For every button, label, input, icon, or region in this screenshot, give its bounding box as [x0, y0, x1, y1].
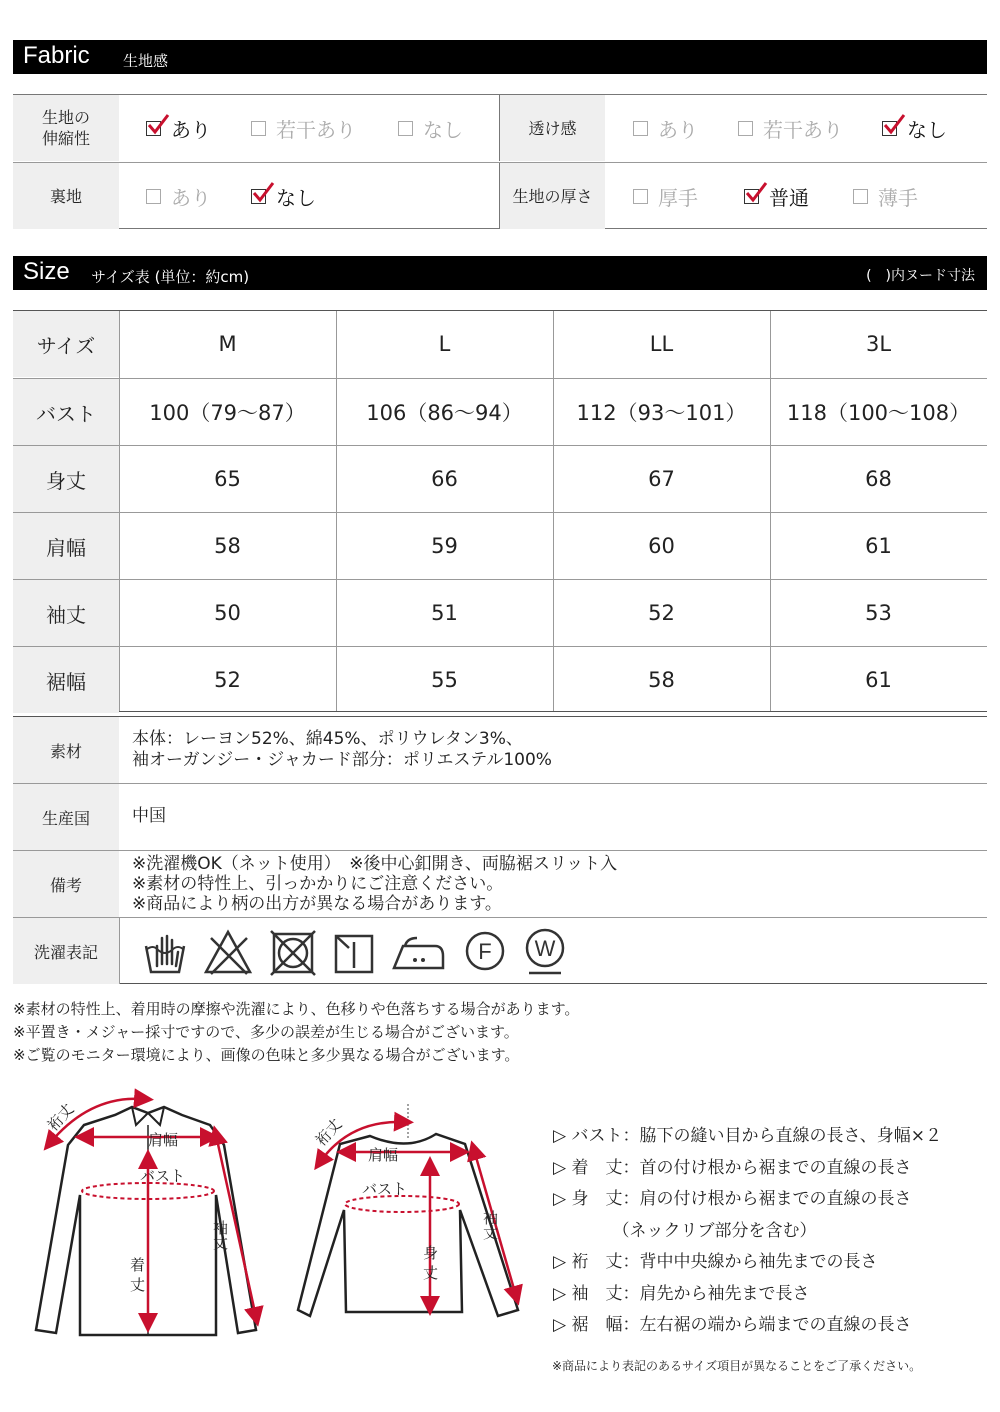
legend-item: ▷ 身 丈：肩の付け根から裾までの直線の長さ — [553, 1189, 912, 1209]
material-row — [13, 717, 987, 783]
fabric-row — [13, 162, 987, 229]
jacket-diagram — [20, 1085, 280, 1345]
table-cell: 58 — [648, 668, 675, 692]
table-cell: 68 — [865, 467, 892, 491]
legend-item: （ネックリブ部分を含む） — [553, 1220, 817, 1241]
no-tumble-dry-icon — [269, 924, 317, 978]
checkbox-checked-icon — [251, 189, 266, 204]
checkbox-icon — [251, 121, 266, 136]
no-bleach-icon — [203, 924, 253, 978]
size-subtitle: サイズ表 (単位：約cm) — [91, 268, 250, 286]
origin-value: 中国 — [132, 806, 166, 826]
table-cell: 53 — [865, 601, 892, 625]
size-corner: サイズ — [13, 311, 119, 377]
iron-low-icon — [391, 924, 447, 978]
table-cell: 52 — [648, 601, 675, 625]
footnote: ※商品により表記のあるサイズ項目が異なることをご了承ください。 — [552, 1359, 922, 1373]
fabric-header — [13, 40, 987, 74]
sheer-option-slight: 若干あり — [738, 115, 843, 141]
checkbox-checked-icon — [882, 121, 897, 136]
label-mitake-2: 丈 — [423, 1264, 439, 1282]
svg-text:W: W — [534, 936, 556, 961]
stretch-option-yes: あり — [146, 115, 211, 141]
table-cell: 100（79〜87） — [149, 401, 306, 425]
table-cell: 50 — [214, 601, 241, 625]
note-line: ※素材の特性上、着用時の摩擦や洗濯により、色移りや色落ちする場合があります。 — [13, 1000, 580, 1018]
label-yuki: 裄丈 — [312, 1115, 346, 1150]
table-cell: 60 — [648, 534, 675, 558]
fabric-row — [13, 95, 987, 162]
table-cell: 106（86〜94） — [366, 401, 523, 425]
table-cell: 59 — [431, 534, 458, 558]
size-row-bust — [13, 378, 987, 445]
label-katahaba: 肩幅 — [368, 1146, 399, 1164]
checkbox-icon — [738, 121, 753, 136]
table-cell: 65 — [214, 467, 241, 491]
wet-clean-w-icon — [523, 924, 567, 978]
checkbox-icon — [633, 121, 648, 136]
checkbox-icon — [146, 189, 161, 204]
row-label: 身丈 — [13, 446, 119, 512]
care-icons — [143, 924, 567, 978]
fabric-title: Fabric — [23, 42, 90, 69]
dry-clean-f-icon — [463, 924, 507, 978]
checkbox-icon — [853, 189, 868, 204]
label-kitake-1: 着 — [130, 1256, 146, 1274]
label-kitake-2: 丈 — [130, 1276, 146, 1294]
table-cell: 58 — [214, 534, 241, 558]
size-row-shoulder — [13, 512, 987, 579]
size-row-length — [13, 445, 987, 512]
row-label: 裾幅 — [13, 647, 119, 713]
size-header-row — [13, 311, 987, 378]
size-table — [13, 310, 987, 712]
remarks-label: 備考 — [13, 851, 119, 917]
thickness-option-normal: 普通 — [744, 183, 809, 209]
size-title: Size — [23, 258, 70, 285]
material-value: 本体：レーヨン52%、綿45%、ポリウレタン3%、 袖オーガンジー・ジャカード部分：ポリエステル100% — [132, 729, 552, 770]
sheer-label: 透け感 — [500, 95, 605, 161]
notes — [13, 998, 579, 1067]
table-cell: 112（93〜101） — [576, 401, 747, 425]
size-header — [13, 256, 987, 290]
lining-option-yes: あり — [146, 183, 211, 209]
stretch-label: 生地の 伸縮性 — [13, 95, 119, 161]
size-col-header: 3L — [865, 332, 892, 356]
checkbox-icon — [633, 189, 648, 204]
table-cell: 61 — [865, 668, 892, 692]
fabric-table — [13, 94, 987, 229]
note-line: ※ご覧のモニター環境により、画像の色味と多少異なる場合がございます。 — [13, 1046, 520, 1064]
label-katahaba: 肩幅 — [148, 1131, 179, 1149]
top-diagram — [290, 1100, 540, 1330]
legend-item: ▷ 裾 幅：左右裾の端から端までの直線の長さ — [553, 1315, 912, 1335]
sheer-option-yes: あり — [633, 115, 698, 141]
remarks-value: ※洗濯機OK（ネット使用） ※後中心釦開き、両脇裾スリット入 ※素材の特性上、引っかかりにご注意ください。 ※商品により柄の出方が異なる場合があります。 — [132, 854, 618, 914]
table-cell: 61 — [865, 534, 892, 558]
size-row-hem — [13, 646, 987, 713]
label-sode: 袖丈 — [211, 1220, 229, 1250]
stretch-option-slight: 若干あり — [251, 115, 356, 141]
thickness-label: 生地の厚さ — [500, 163, 605, 229]
table-cell: 67 — [648, 467, 675, 491]
care-label: 洗濯表記 — [13, 918, 119, 984]
legend-item: ▷ 着 丈：首の付け根から裾までの直線の長さ — [553, 1157, 912, 1178]
checkbox-checked-icon — [744, 189, 759, 204]
label-bust: バスト — [362, 1180, 408, 1198]
thickness-option-thick: 厚手 — [633, 183, 698, 209]
size-col-header: L — [438, 332, 451, 356]
checkbox-icon — [398, 121, 413, 136]
lining-option-no: なし — [251, 183, 316, 209]
label-mitake-1: 身 — [423, 1244, 439, 1262]
size-col-header: M — [218, 332, 237, 356]
measurement-legend — [553, 1121, 942, 1342]
origin-row — [13, 783, 987, 850]
table-cell: 66 — [431, 467, 458, 491]
sheer-option-no: なし — [882, 115, 947, 141]
size-row-sleeve — [13, 579, 987, 646]
fabric-subtitle: 生地感 — [123, 52, 169, 70]
row-label: 袖丈 — [13, 580, 119, 646]
label-bust: バスト — [140, 1167, 186, 1185]
thickness-option-thin: 薄手 — [853, 183, 918, 209]
legend-item: ▷ 裄 丈：背中中央線から袖先までの長さ — [553, 1252, 878, 1272]
hand-wash-icon — [143, 924, 187, 978]
size-col-header: LL — [649, 332, 674, 356]
legend-item: ▷ バスト：脇下の縫い目から直線の長さ、身幅×２ — [553, 1126, 943, 1146]
material-label: 素材 — [13, 717, 119, 783]
lining-label: 裏地 — [13, 163, 119, 229]
svg-text:F: F — [478, 939, 492, 964]
label-sode: 袖丈 — [481, 1210, 499, 1240]
table-cell: 118（100〜108） — [786, 401, 971, 425]
table-cell: 51 — [431, 601, 458, 625]
remarks-row — [13, 850, 987, 917]
row-label: バスト — [13, 379, 119, 445]
origin-label: 生産国 — [13, 784, 119, 850]
size-note: ( )内ヌード寸法 — [866, 268, 975, 284]
line-dry-icon — [333, 924, 375, 978]
label-yuki: 裄丈 — [44, 1100, 78, 1135]
info-table — [13, 716, 987, 984]
row-label: 肩幅 — [13, 513, 119, 579]
note-line: ※平置き・メジャー採寸ですので、多少の誤差が生じる場合がございます。 — [13, 1023, 519, 1041]
legend-item: ▷ 袖 丈：肩先から袖先まで長さ — [553, 1283, 810, 1304]
stretch-option-no: なし — [398, 115, 463, 141]
table-cell: 55 — [431, 668, 458, 692]
table-cell: 52 — [214, 668, 241, 692]
care-row — [13, 917, 987, 984]
checkbox-checked-icon — [146, 121, 161, 136]
